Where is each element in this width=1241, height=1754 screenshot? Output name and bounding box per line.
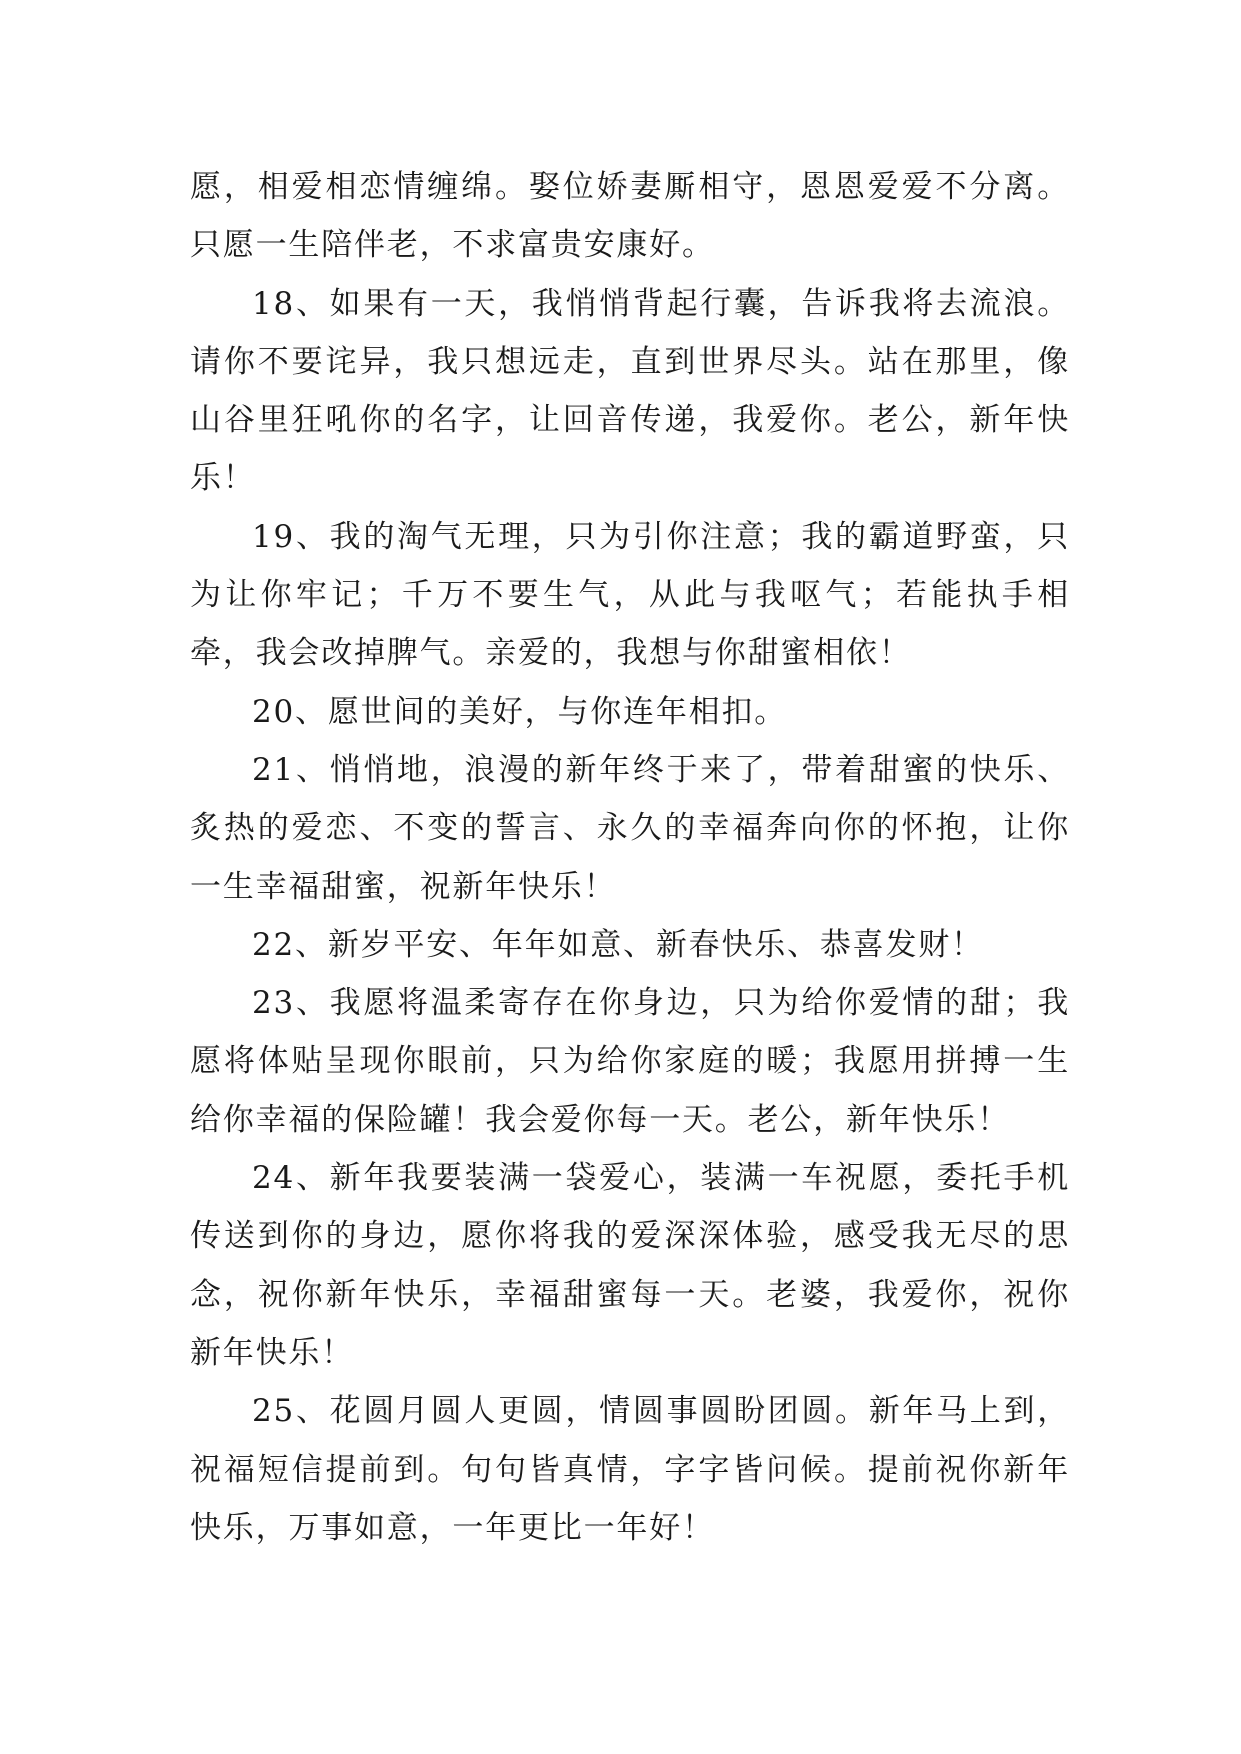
paragraph-24: 24、新年我要装满一袋爱心，装满一车祝愿，委托手机传送到你的身边，愿你将我的爱深深体验，感受我无尽的思念，祝你新年快乐，幸福甜蜜每一天。老婆，我爱你，祝你新年快乐！ [190,1160,1070,1371]
paragraph-18: 18、如果有一天，我悄悄背起行囊，告诉我将去流浪。请你不要诧异，我只想远走，直到世界尽头。站在那里，像山谷里狂吼你的名字，让回音传递，我爱你。老公，新年快乐！ [190,285,1070,497]
paragraph-continuation: 愿，相爱相恋情缠绵。娶位娇妻厮相守，恩恩爱爱不分离。只愿一生陪伴老，不求富贵安康好。 [190,169,1070,264]
paragraph-22: 22、新岁平安、年年如意、新春快乐、恭喜发财！ [252,926,984,963]
paragraph-25: 25、花圆月圆人更圆，情圆事圆盼团圆。新年马上到，祝福短信提前到。句句皆真情，字字皆问候。提前祝你新年快乐，万事如意，一年更比一年好！ [190,1393,1070,1546]
document-body [190,158,1070,1557]
paragraph-20: 20、愿世间的美好，与你连年相扣。 [252,693,788,730]
paragraph-21: 21、悄悄地，浪漫的新年终于来了，带着甜蜜的快乐、炙热的爱恋、不变的誓言、永久的幸福奔向你的怀抱，让你一生幸福甜蜜，祝新年快乐！ [190,751,1070,905]
paragraph-23: 23、我愿将温柔寄存在你身边，只为给你爱情的甜；我愿将体贴呈现你眼前，只为给你家庭的暖；我愿用拼搏一生给你幸福的保险罐！我会爱你每一天。老公，新年快乐！ [190,985,1070,1138]
paragraph-19: 19、我的淘气无理，只为引你注意；我的霸道野蛮，只为让你牢记；千万不要生气，从此与我呕气；若能执手相牵，我会改掉脾气。亲爱的，我想与你甜蜜相依！ [190,518,1070,672]
